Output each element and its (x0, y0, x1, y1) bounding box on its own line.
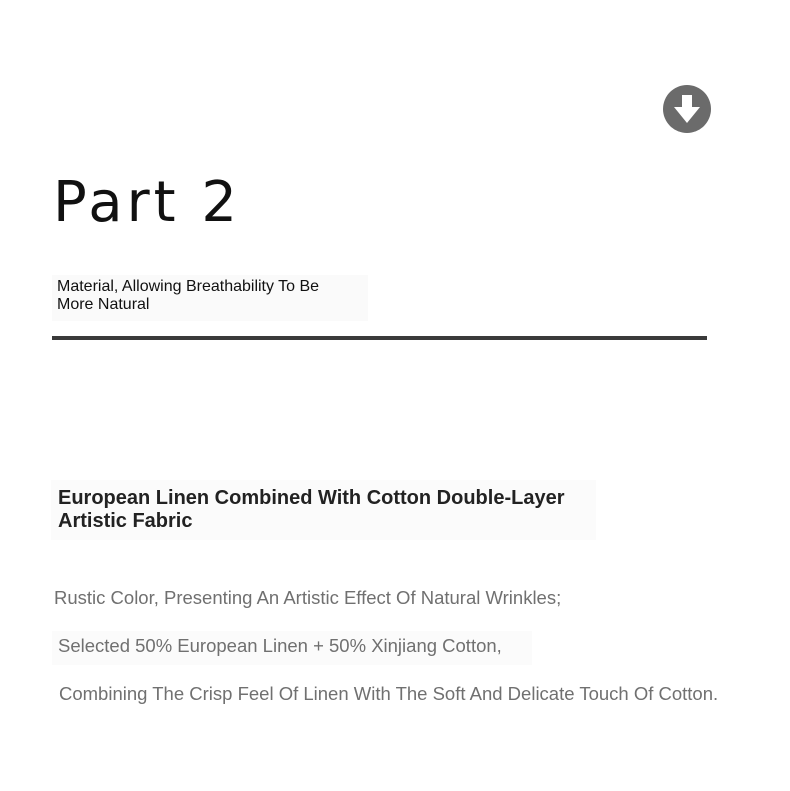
feature-heading: European Linen Combined With Cotton Double-Layer Artistic Fabric (58, 487, 565, 532)
section-divider (52, 336, 707, 340)
feature-line-feel: Combining The Crisp Feel Of Linen With The Soft And Delicate Touch Of Cotton. (59, 683, 719, 704)
section-subtitle: Material, Allowing Breathability To Be More Natural (57, 278, 320, 313)
feature-line-composition: Selected 50% European Linen + 50% Xinjiang Cotton, (58, 635, 502, 656)
section-title: Part 2 (53, 170, 241, 235)
download-icon[interactable] (663, 85, 711, 133)
feature-line-color: Rustic Color, Presenting An Artistic Effect Of Natural Wrinkles; (54, 587, 562, 608)
